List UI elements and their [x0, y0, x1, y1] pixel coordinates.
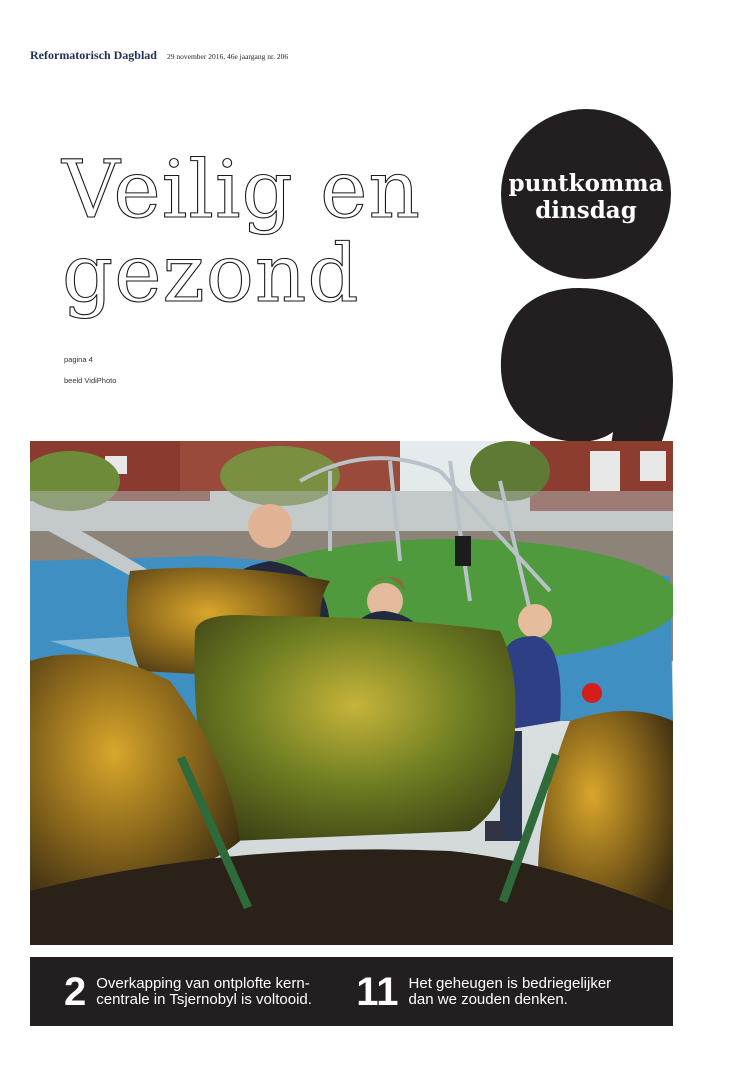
- teaser-page-number: 2: [64, 969, 87, 1014]
- headline-line-1: Veilig en: [62, 143, 422, 236]
- teaser-item[interactable]: [64, 969, 336, 1014]
- section-logo-text: [500, 170, 672, 224]
- playground-hedge-photo: [30, 441, 673, 945]
- teaser-text: Het geheugen is bedriegelijker dan we zouden denken.: [408, 974, 612, 1008]
- cover-photo: [30, 441, 673, 945]
- newspaper-name: Reformatorisch Dagblad: [30, 48, 157, 62]
- page-reference: pagina 4: [64, 355, 93, 364]
- logo-line-2: dinsdag: [535, 197, 637, 224]
- teaser-bar: [30, 957, 673, 1026]
- teaser-text: Overkapping van ontplofte kerncentrale in Tsjernobyl is voltooid.: [96, 974, 312, 1008]
- masthead: [30, 48, 288, 63]
- issue-info: 29 november 2016, 46e jaargang nr. 206: [166, 52, 289, 61]
- headline-line-2: gezond: [62, 227, 360, 320]
- teaser-page-number: 11: [356, 969, 399, 1014]
- photo-credit: beeld VidiPhoto: [64, 376, 117, 385]
- cover-headline: [62, 143, 422, 320]
- teaser-item[interactable]: [356, 969, 628, 1014]
- logo-line-1: puntkomma: [508, 170, 664, 197]
